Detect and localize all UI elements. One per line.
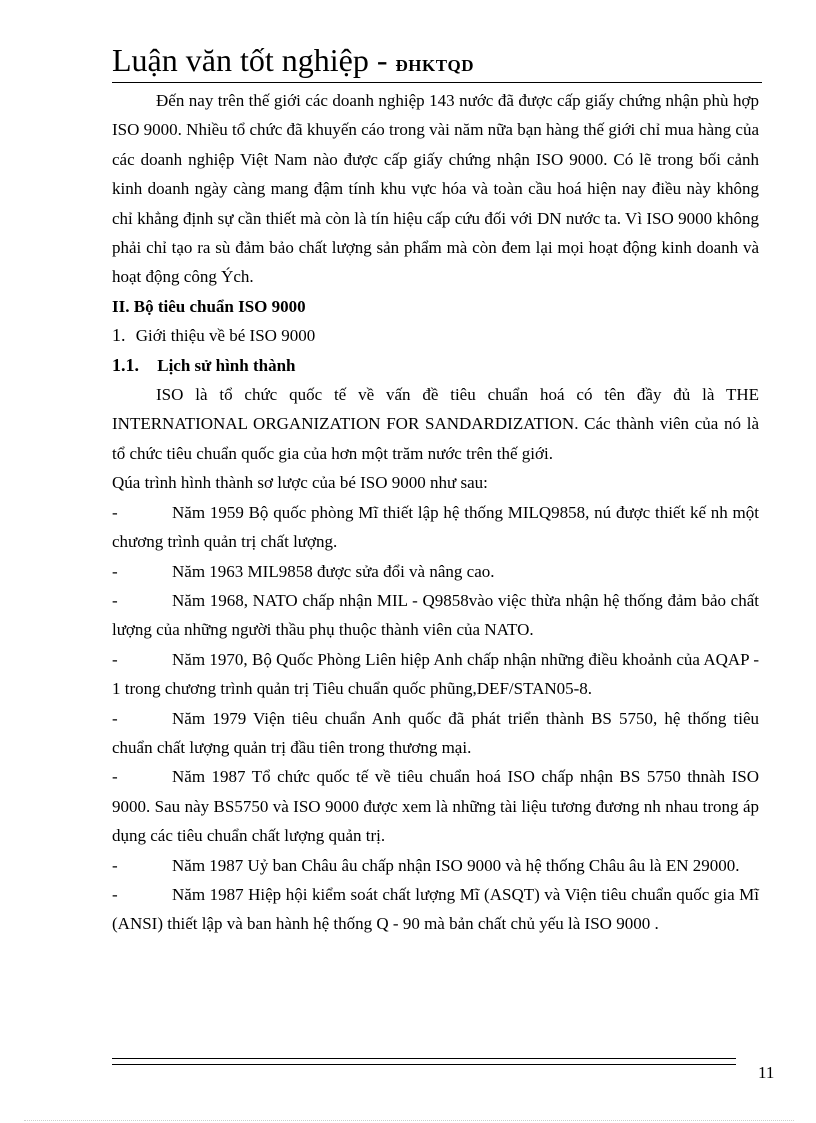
list-dash: - (112, 590, 118, 610)
list-item (112, 851, 759, 880)
list-item-text: Năm 1987 Uỷ ban Châu âu chấp nhận ISO 9000 và hệ thống Châu âu là EN 29000. (172, 855, 740, 875)
list-dash: - (112, 767, 118, 787)
list-item (112, 498, 759, 557)
list-dash: - (112, 708, 118, 728)
subsection-heading-1 (112, 321, 759, 350)
page-bottom-dotted-line (24, 1120, 794, 1122)
section-heading: II. Bộ tiêu chuẩn ISO 9000 (112, 296, 306, 316)
list-item (112, 557, 759, 586)
list-dash: - (112, 561, 118, 581)
footer-double-rule (112, 1058, 736, 1065)
subsection-heading-1-1 (112, 351, 759, 380)
list-item-text: Năm 1987 Hiệp hội kiểm soát chất lượng Mĩ (ASQT) và Viện tiêu chuẩn quốc gia Mĩ (ANSI) thiết lập và ban hành hệ thống Q - 90 mà bản chất chủ yếu là ISO 9000 . (112, 884, 759, 934)
intro-paragraph: Đến nay trên thế giới các doanh nghiệp 143 nước đã được cấp giấy chứng nhận phù hợp ISO 9000. Nhiều tổ chức đã khuyến cáo trong vài năm nữa bạn hàng thế giới chỉ mua hàng của các doanh nghiệp Việt Nam nào được cấp giấy chứng nhận ISO 9000. Có lẽ trong bối cảnh kinh doanh ngày càng mang đậm tính khu vực hóa và toàn cầu hoá hiện nay điều này không chỉ khẳng định sự cần thiết mà còn là tín hiệu cấp cứu đối với DN nước ta. Vì ISO 9000 không phải chỉ tạo ra sù đảm bảo chất lượng sản phẩm mà còn đem lại mọi hoạt động kinh doanh và hoạt động công Ých. (112, 91, 759, 287)
history-list (112, 498, 759, 939)
list-dash: - (112, 884, 118, 904)
list-item (112, 880, 759, 939)
header-tag: ĐHKTQD (395, 56, 475, 75)
page-header (112, 42, 762, 83)
subsection-title: Giới thiệu về bé ISO 9000 (135, 326, 316, 346)
list-item (112, 586, 759, 645)
list-item (112, 645, 759, 704)
list-item-text: Năm 1963 MIL9858 được sửa đổi và nâng cao. (172, 561, 495, 581)
header-separator: - (368, 42, 396, 78)
list-item-text: Năm 1970, Bộ Quốc Phòng Liên hiệp Anh chấp nhận những điều khoảnh của AQAP - 1 trong chương trình quản trị Tiêu chuẩn quốc phũng,DEF/STAN05-8. (112, 649, 759, 699)
iso-paragraph: ISO là tổ chức quốc tế về vấn đề tiêu chuẩn hoá có tên đầy đủ là THE INTERNATIONAL ORGANIZATION FOR SANDARDIZATION. Các thành viên của nó là tổ chức tiêu chuẩn quốc gia của hơn một trăm nước trên thế giới. (112, 385, 759, 463)
header-title-line (112, 42, 762, 84)
page-number: 11 (758, 1063, 775, 1082)
list-item (112, 762, 759, 850)
header-title: Luận văn tốt nghiệp (112, 42, 369, 78)
subsection-title: Lịch sử hình thành (157, 355, 296, 375)
subsection-number: 1. (112, 325, 126, 346)
list-dash: - (112, 855, 118, 875)
list-item-text: Năm 1968, NATO chấp nhận MIL - Q9858vào việc thừa nhận hệ thống đảm bảo chất lượng của những người thầu phụ thuộc thành viên của NATO. (112, 590, 759, 640)
document-body (112, 86, 759, 939)
list-item-text: Năm 1959 Bộ quốc phòng Mĩ thiết lập hệ thống MILQ9858, nú được thiết kế nh một chương trình quản trị chất lượng. (112, 502, 759, 552)
list-item (112, 704, 759, 763)
list-item-text: Năm 1987 Tổ chức quốc tế về tiêu chuẩn hoá ISO chấp nhận BS 5750 thnàh ISO 9000. Sau này BS5750 và ISO 9000 được xem là những tài liệu tương đương nh nhau trong áp dụng các tiêu chuẩn chất lượng quản trị. (112, 767, 759, 846)
list-item-text: Năm 1979 Viện tiêu chuẩn Anh quốc đã phát triển thành BS 5750, hệ thống tiêu chuẩn chất lượng quản trị đầu tiên trong thương mại. (112, 708, 759, 757)
list-dash: - (112, 649, 118, 669)
process-intro: Qúa trình hình thành sơ lược của bé ISO 9000 như sau: (112, 473, 488, 493)
subsection-number: 1.1. (112, 354, 139, 375)
list-dash: - (112, 502, 118, 522)
